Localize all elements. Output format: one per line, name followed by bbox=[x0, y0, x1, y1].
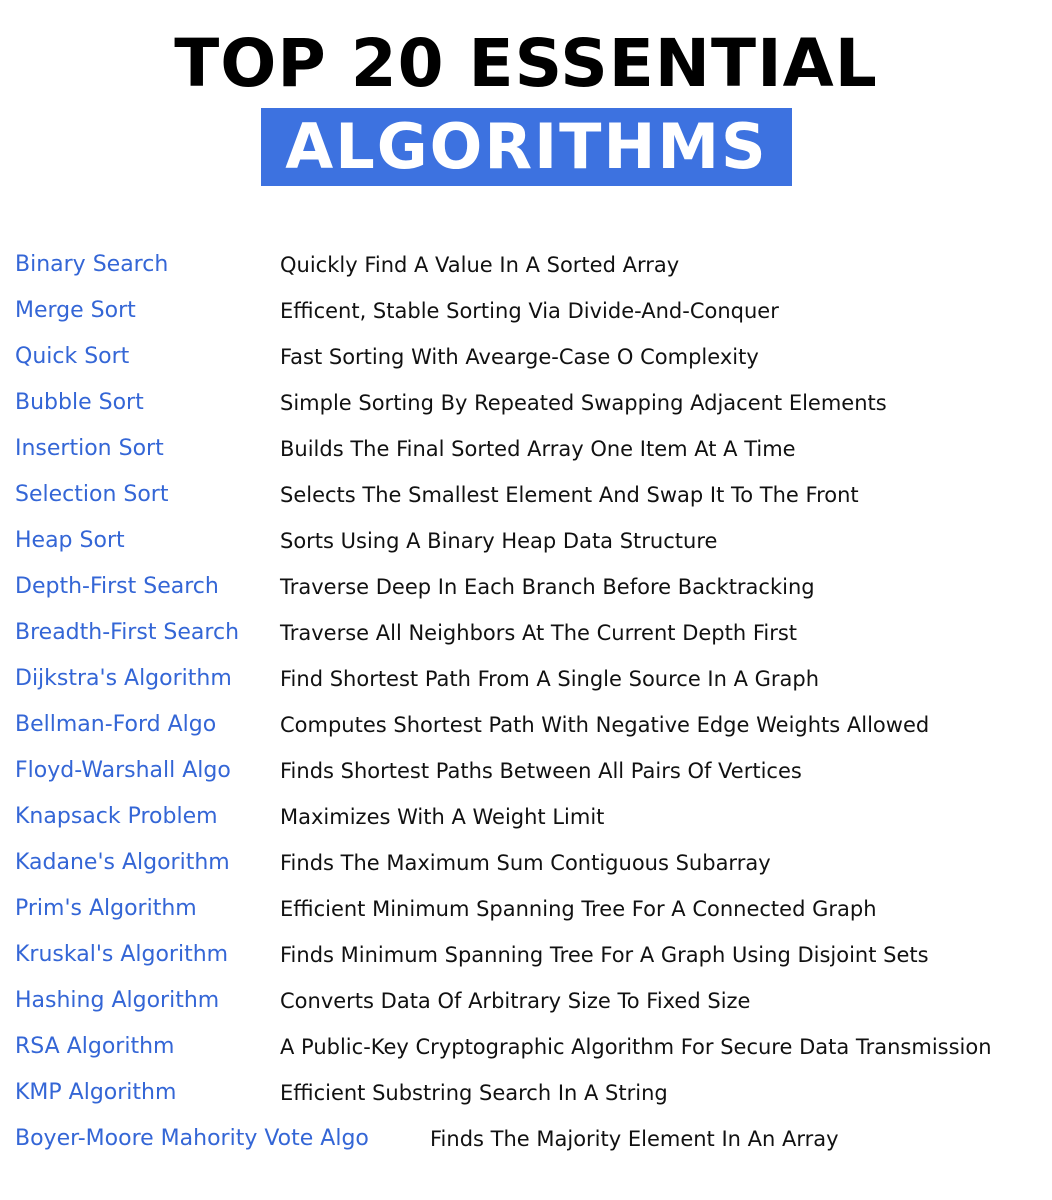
algorithm-name: Dijkstra's Algorithm bbox=[15, 666, 232, 691]
algorithm-name: KMP Algorithm bbox=[15, 1080, 177, 1105]
algorithm-description: Finds The Maximum Sum Contiguous Subarray bbox=[280, 851, 771, 875]
algorithm-description: Traverse Deep In Each Branch Before Backtracking bbox=[280, 575, 815, 599]
list-item bbox=[0, 702, 1052, 748]
algorithm-name: Quick Sort bbox=[15, 344, 130, 369]
algorithm-name: RSA Algorithm bbox=[15, 1034, 175, 1059]
list-item bbox=[0, 656, 1052, 702]
list-item bbox=[0, 978, 1052, 1024]
list-item bbox=[0, 610, 1052, 656]
algorithm-name: Binary Search bbox=[15, 252, 169, 277]
algorithm-description: Traverse All Neighbors At The Current Depth First bbox=[280, 621, 798, 645]
algorithm-name: Boyer-Moore Mahority Vote Algo bbox=[15, 1126, 369, 1151]
algorithm-description: Finds Shortest Paths Between All Pairs Of Vertices bbox=[280, 759, 802, 783]
list-item bbox=[0, 748, 1052, 794]
algorithm-name: Heap Sort bbox=[15, 528, 125, 553]
page-subtitle: ALGORITHMS bbox=[285, 110, 768, 183]
list-item bbox=[0, 518, 1052, 564]
algorithm-description: Efficent, Stable Sorting Via Divide-And-Conquer bbox=[280, 299, 779, 323]
list-item bbox=[0, 886, 1052, 932]
algorithm-description: Maximizes With A Weight Limit bbox=[280, 805, 605, 829]
algorithm-description: Find Shortest Path From A Single Source In A Graph bbox=[280, 667, 820, 691]
algorithm-name: Insertion Sort bbox=[15, 436, 164, 461]
list-item bbox=[0, 1070, 1052, 1116]
algorithm-description: Simple Sorting By Repeated Swapping Adjacent Elements bbox=[280, 391, 887, 415]
algorithm-name: Kadane's Algorithm bbox=[15, 850, 230, 875]
list-item bbox=[0, 380, 1052, 426]
algorithm-name: Merge Sort bbox=[15, 298, 136, 323]
algorithm-name: Selection Sort bbox=[15, 482, 169, 507]
algorithm-name: Bubble Sort bbox=[15, 390, 144, 415]
algorithm-name: Knapsack Problem bbox=[15, 804, 218, 829]
list-item bbox=[0, 564, 1052, 610]
algorithm-name: Depth-First Search bbox=[15, 574, 219, 599]
list-item bbox=[0, 472, 1052, 518]
list-item bbox=[0, 794, 1052, 840]
algorithm-name: Kruskal's Algorithm bbox=[15, 942, 229, 967]
algorithm-description: Finds The Majority Element In An Array bbox=[430, 1127, 839, 1151]
algorithm-description: Converts Data Of Arbitrary Size To Fixed Size bbox=[280, 989, 751, 1013]
algorithm-description: Quickly Find A Value In A Sorted Array bbox=[280, 253, 680, 277]
algorithm-description: Efficient Substring Search In A String bbox=[280, 1081, 668, 1105]
algorithm-name: Hashing Algorithm bbox=[15, 988, 220, 1013]
algorithm-description: Fast Sorting With Avearge-Case O Complexity bbox=[280, 345, 759, 369]
algorithm-list bbox=[0, 242, 1052, 1162]
algorithm-description: Builds The Final Sorted Array One Item At A Time bbox=[280, 437, 796, 461]
algorithm-description: Finds Minimum Spanning Tree For A Graph Using Disjoint Sets bbox=[280, 943, 929, 967]
list-item bbox=[0, 1024, 1052, 1070]
list-item bbox=[0, 932, 1052, 978]
algorithm-name: Breadth-First Search bbox=[15, 620, 240, 645]
subtitle-banner bbox=[261, 108, 792, 186]
page-title: TOP 20 ESSENTIAL bbox=[174, 25, 878, 102]
algorithm-description: A Public-Key Cryptographic Algorithm For Secure Data Transmission bbox=[280, 1035, 992, 1059]
list-item bbox=[0, 840, 1052, 886]
algorithm-description: Sorts Using A Binary Heap Data Structure bbox=[280, 529, 718, 553]
algorithm-description: Selects The Smallest Element And Swap It To The Front bbox=[280, 483, 859, 507]
algorithm-name: Bellman-Ford Algo bbox=[15, 712, 217, 737]
list-item bbox=[0, 426, 1052, 472]
algorithm-name: Floyd-Warshall Algo bbox=[15, 758, 231, 783]
list-item bbox=[0, 242, 1052, 288]
algorithm-description: Efficient Minimum Spanning Tree For A Connected Graph bbox=[280, 897, 877, 921]
list-item bbox=[0, 1116, 1052, 1162]
list-item bbox=[0, 288, 1052, 334]
algorithm-description: Computes Shortest Path With Negative Edge Weights Allowed bbox=[280, 713, 930, 737]
algorithm-name: Prim's Algorithm bbox=[15, 896, 197, 921]
list-item bbox=[0, 334, 1052, 380]
